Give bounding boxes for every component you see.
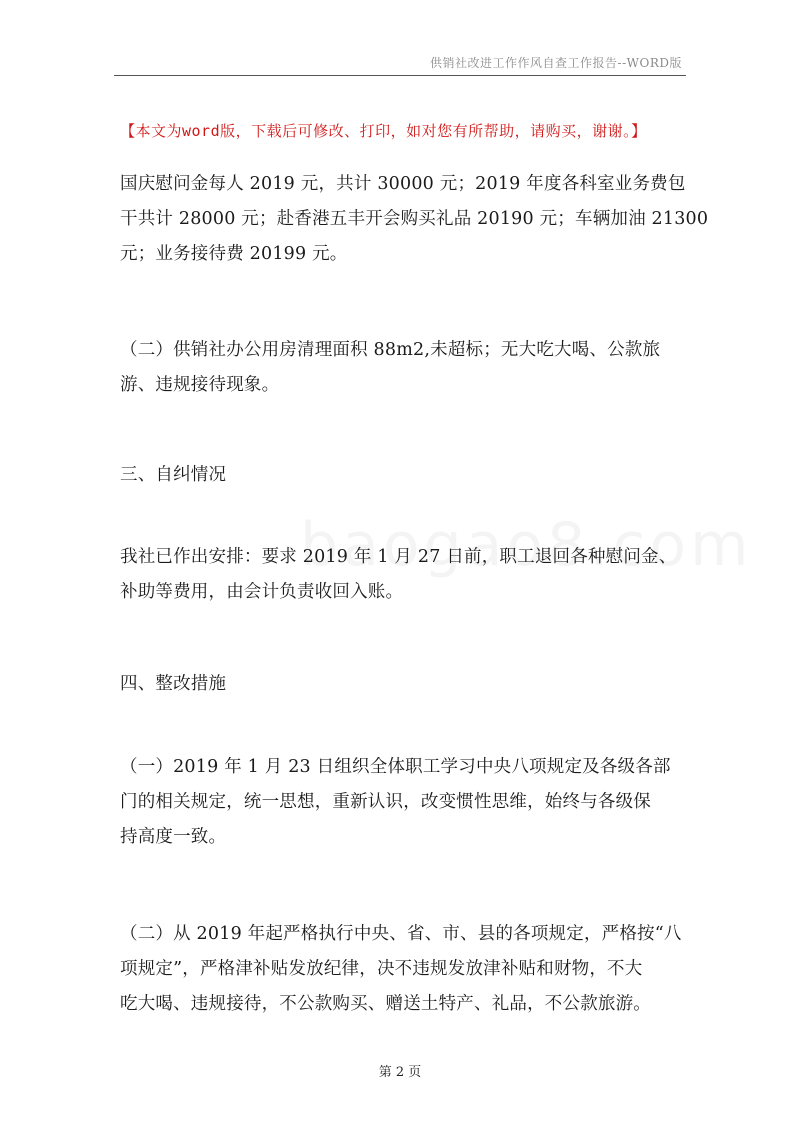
text-line: （二）从 2019 年起严格执行中央、省、市、县的各项规定，严格按“八 [120,924,682,944]
purchase-notice: 【本文为word版，下载后可修改、打印，如对您有所帮助，请购买，谢谢。】 [120,122,647,140]
text-line: 项规定”，严格津补贴发放纪律，决不违规发放津补贴和财物，不大 [120,959,643,979]
section-heading-rectification [120,667,686,702]
text-line: 补助等费用，由会计负责收回入账。 [120,582,404,602]
text-line: 国庆慰问金每人 2019 元，共计 30000 元；2019 年度各科室业务费包 [120,174,686,194]
paragraph-strict-enforcement [120,917,686,1022]
heading-text: 四、整改措施 [120,674,227,694]
running-header: 供销社改进工作作风自查工作报告--WORD版 [430,56,682,70]
text-line: （一）2019 年 1 月 23 日组织全体职工学习中央八项规定及各级各部 [120,757,671,777]
heading-text: 三、自纠情况 [120,465,227,485]
text-line: 元；业务接待费 20199 元。 [120,244,348,264]
text-line: （二）供销社办公用房清理面积 88m2,未超标；无大吃大喝、公款旅 [120,340,661,360]
text-line: 我社已作出安排：要求 2019 年 1 月 27 日前，职工退回各种慰问金、 [120,547,677,567]
paragraph-office-space [120,333,686,403]
paragraph-expenses [120,167,709,272]
text-line: 门的相关规定，统一思想，重新认识，改变惯性思维，始终与各级保 [120,792,651,812]
text-line: 持高度一致。 [120,827,227,847]
section-heading-self-correction [120,458,686,493]
paragraph-study-regulations [120,750,686,855]
page-number: 第 2 页 [378,1065,422,1080]
text-line: 游、违规接待现象。 [120,375,280,395]
paragraph-arrangement [120,540,686,610]
text-line: 干共计 28000 元；赴香港五丰开会购买礼品 20190 元；车辆加油 21300 [120,209,709,229]
text-line: 吃大喝、违规接待，不公款购买、赠送土特产、礼品，不公款旅游。 [120,994,651,1014]
header-divider [114,75,686,76]
